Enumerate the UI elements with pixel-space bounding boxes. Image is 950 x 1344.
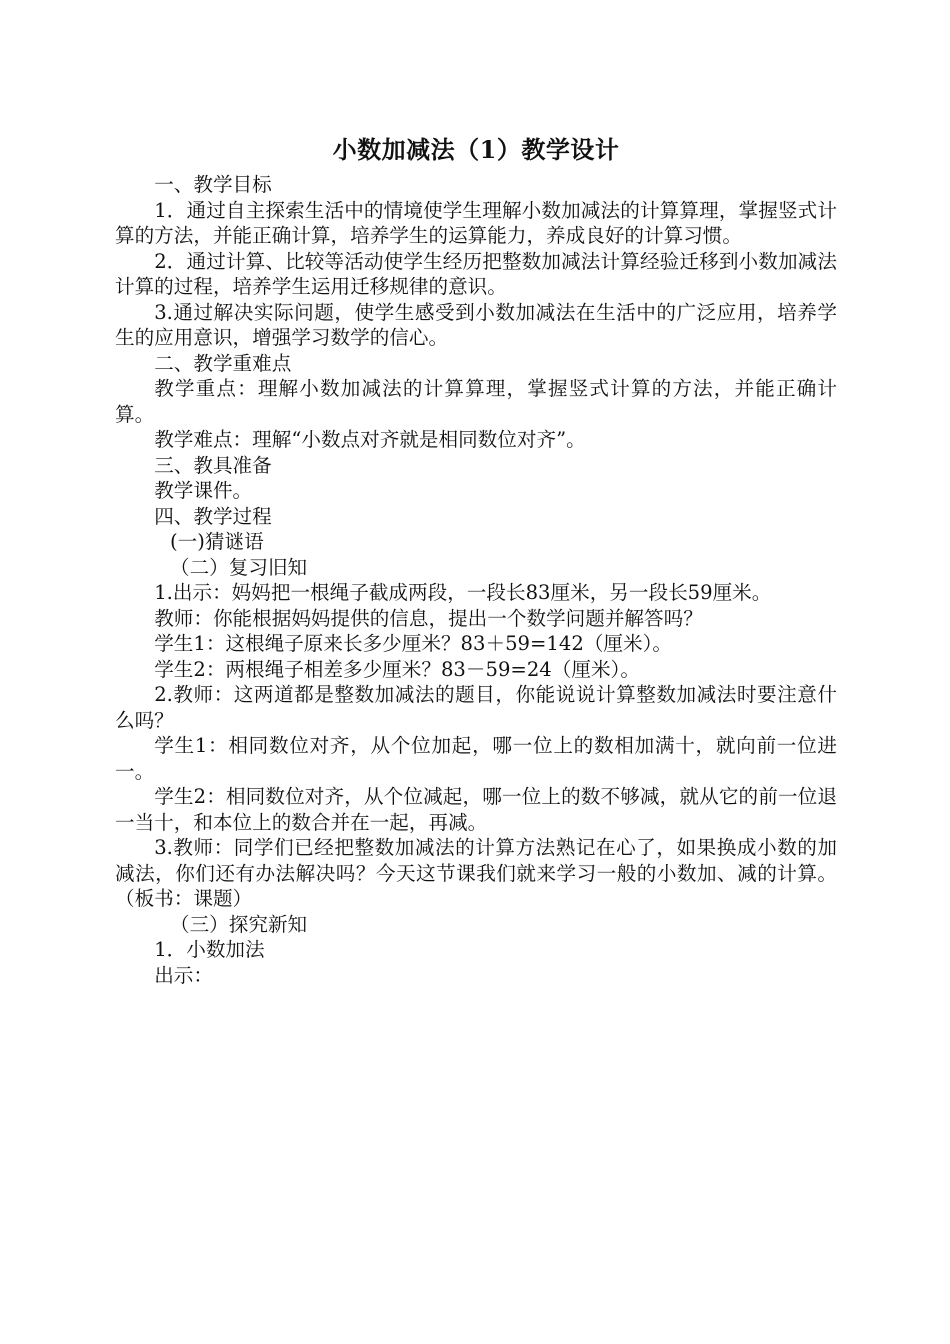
- review-item-2: 2.教师：这两道都是整数加减法的题目，你能说说计算整数加减法时要注意什么吗？: [115, 683, 837, 732]
- student-answer-4: 学生2：相同数位对齐，从个位减起，哪一位上的数不够减，就从它的前一位退一当十，和本位上的数合并在一起，再减。: [115, 785, 837, 834]
- section-heading-process: 四、教学过程: [154, 504, 272, 528]
- section-heading-materials: 三、教具准备: [154, 453, 272, 477]
- objective-2: 2．通过计算、比较等活动使学生经历把整数加减法计算经验迁移到小数加减法计算的过程，培养学生运用迁移规律的意识。: [115, 249, 837, 298]
- materials-text: 教学课件。: [154, 479, 253, 502]
- decimal-addition-heading: 1．小数加法: [154, 938, 265, 961]
- subsection-riddle: (一)猜谜语: [170, 530, 264, 553]
- document-title: 小数加减法（1）教学设计: [332, 135, 620, 164]
- key-point: 教学重点：理解小数加减法的计算算理，掌握竖式计算的方法，并能正确计算。: [115, 377, 837, 426]
- teacher-question-1: 教师：你能根据妈妈提供的信息，提出一个数学问题并解答吗？: [154, 606, 703, 630]
- objective-3: 3.通过解决实际问题，使学生感受到小数加减法在生活中的广泛应用，培养学生的应用意识，增强学习数学的信心。: [115, 300, 837, 349]
- subsection-review: （二）复习旧知: [170, 555, 308, 579]
- review-item-3: 3.教师：同学们已经把整数加减法的计算方法熟记在心了，如果换成小数的加减法，你们还有办法解决吗？今天这节课我们就来学习一般的小数加、减的计算。（板书：课题）: [115, 836, 837, 910]
- document-page: [115, 133, 837, 988]
- review-item-1: 1.出示：妈妈把一根绳子截成两段，一段长83厘米，另一段长59厘米。: [154, 581, 772, 604]
- objective-1: 1．通过自主探索生活中的情境使学生理解小数加减法的计算算理，掌握竖式计算的方法，并能正确计算，培养学生的运算能力，养成良好的计算习惯。: [115, 198, 837, 247]
- student-answer-1: 学生1：这根绳子原来长多少厘米？83＋59=142（厘米）。: [154, 632, 673, 655]
- difficult-point: 教学难点：理解“小数点对齐就是相同数位对齐”。: [154, 428, 586, 451]
- student-answer-3: 学生1：相同数位对齐，从个位加起，哪一位上的数相加满十，就向前一位进一。: [115, 734, 837, 783]
- section-heading-key-points: 二、教学重难点: [154, 351, 292, 375]
- student-answer-2: 学生2：两根绳子相差多少厘米？83－59=24（厘米）。: [154, 657, 640, 681]
- show-label: 出示：: [154, 963, 213, 987]
- section-heading-objectives: 一、教学目标: [154, 173, 272, 196]
- subsection-explore: （三）探究新知: [170, 912, 308, 936]
